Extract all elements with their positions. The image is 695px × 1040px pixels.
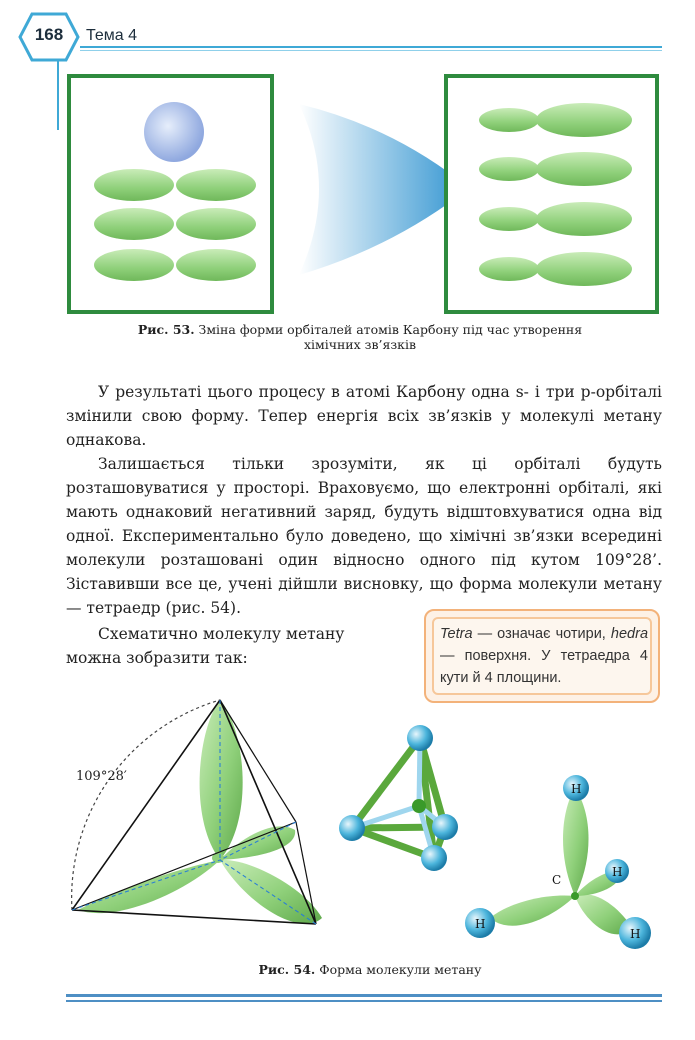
figure-54-label: Рис. 54. — [258, 962, 316, 977]
paragraph-3: Схематично молекулу метану можна зобразити так: — [66, 625, 345, 667]
hydrogen-label-left: H — [475, 917, 486, 931]
note-def-hedra: — поверхня. У тетраедра 4 кути й 4 площини. — [440, 648, 648, 686]
figure-54-caption-text: Форма молекули метану — [319, 962, 482, 977]
header-rule-thin — [80, 50, 662, 51]
ball-and-stick-model — [339, 725, 458, 871]
tetrahedron-orbital-model — [72, 700, 322, 924]
paragraph-1: У результаті цього процесу в атомі Карбону одна s- і три p-орбіталі змінили свою форму. Тепер енергія всіх зв’язків у молекулі метану однакова. — [66, 383, 662, 449]
header-rule — [80, 46, 662, 48]
bond-angle-label: 109°28′ — [76, 769, 127, 784]
note-def-tetra: — означає чотири, — [472, 626, 606, 642]
figure-54-caption — [120, 962, 620, 977]
footer-rule — [66, 994, 662, 997]
carbon-label: C — [552, 873, 562, 887]
figure-54-diagram — [60, 688, 670, 960]
figure-53-caption-line2: хімічних зв’язків — [303, 337, 417, 352]
topic-title: Тема 4 — [86, 27, 138, 44]
figure-53-label: Рис. 53. — [137, 322, 195, 337]
note-term-hedra: hedra — [610, 626, 649, 642]
s-orbital — [144, 102, 204, 162]
transform-arrow — [299, 104, 469, 275]
page-number: 168 — [34, 25, 64, 44]
orbital-overlap-model — [465, 775, 651, 949]
hydrogen-label-bottom: H — [630, 927, 641, 941]
figure-53-diagram — [64, 72, 664, 317]
paragraph-2: Залишається тільки зрозуміти, як ці орбіталі будуть розташовуватися у просторі. Враховуємо, що електронні орбіталі, які мають однаковий негативний заряд, будуть відштовхуватися одна від одної. Експериментально було доведено, що хімічні зв’язки всередині молекули розташовані один відносно одного під кутом 109°28’. Зіставивши все це, учені дійшли висновку, що форма молекули метану — тетраедр (рис. 54). — [66, 455, 662, 617]
definition-note-text — [440, 623, 648, 689]
figure-53-caption-line1: Зміна форми орбіталей атомів Карбону під час утворення — [198, 322, 583, 337]
hydrogen-label-right: H — [612, 865, 623, 879]
note-term-tetra: Tetra — [440, 626, 473, 642]
hydrogen-label-top: H — [571, 782, 582, 796]
margin-rule — [57, 60, 59, 130]
footer-rule-2 — [66, 1000, 662, 1002]
figure-53-caption — [80, 322, 640, 352]
